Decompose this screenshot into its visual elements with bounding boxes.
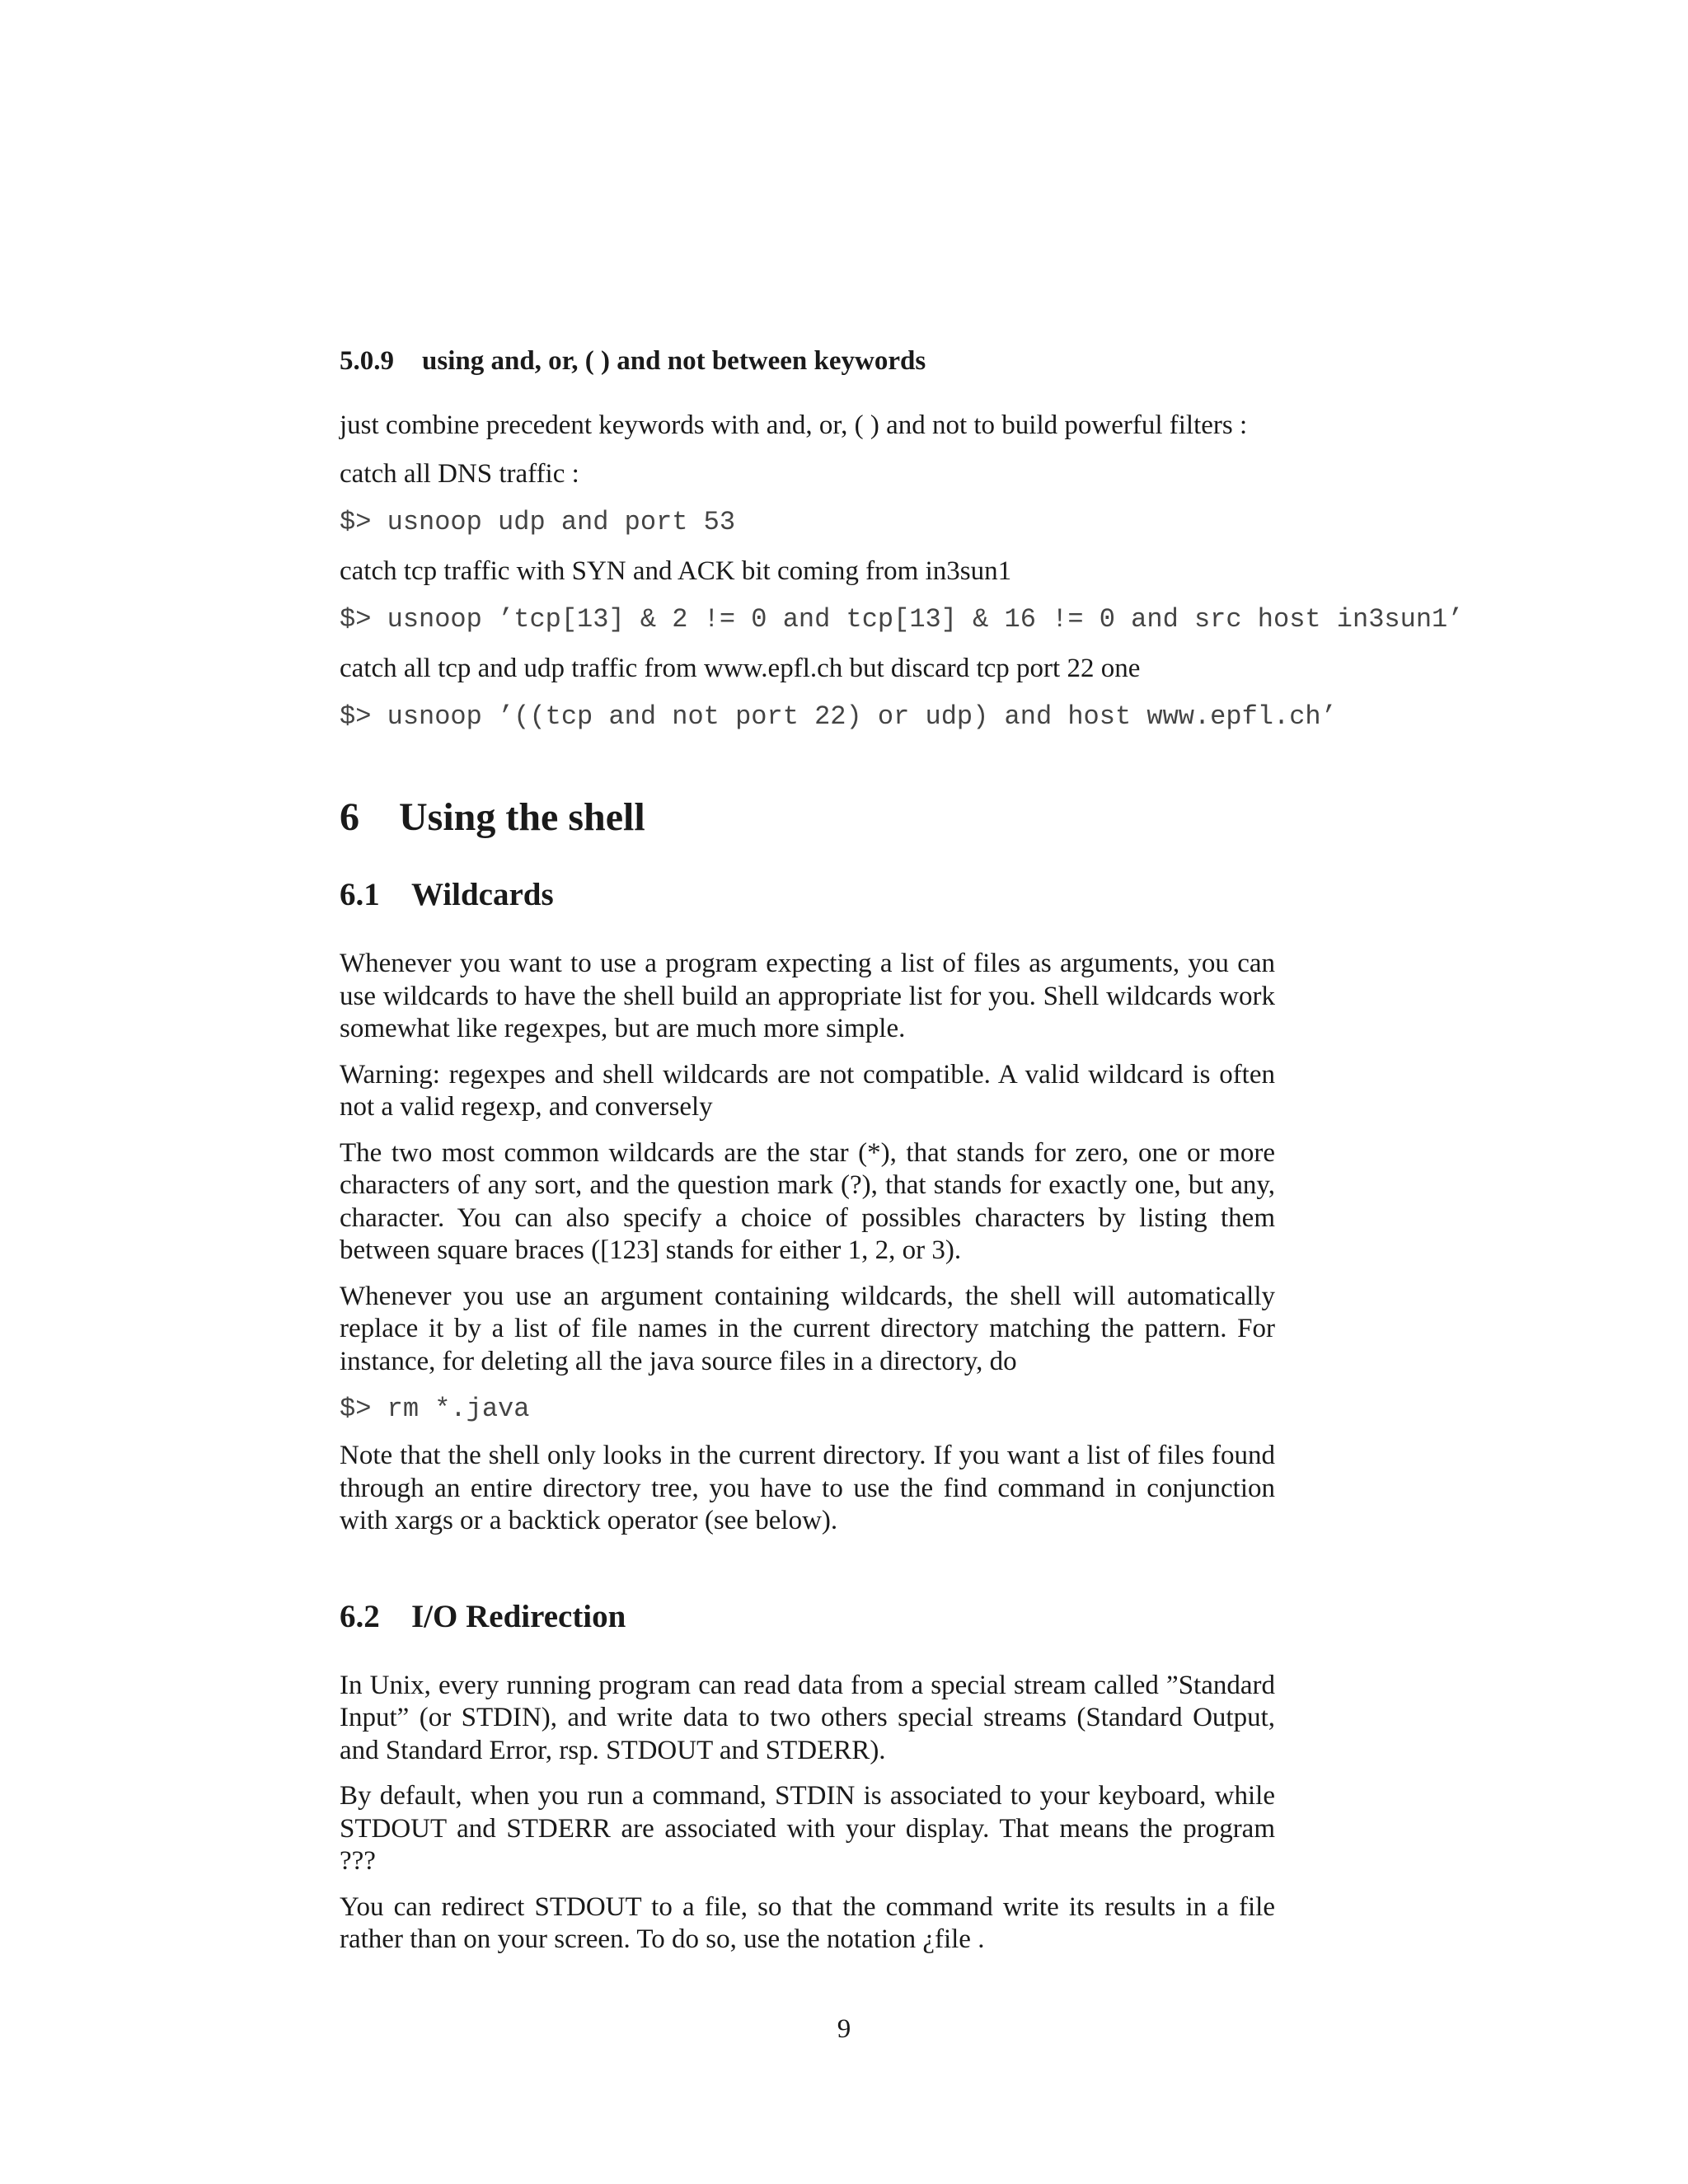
code-line: $> usnoop ’tcp[13] & 2 != 0 and tcp[13] & 16 != 0 and src host in3sun1’ bbox=[340, 604, 1464, 635]
page-number: 9 bbox=[837, 2014, 851, 2044]
heading-number: 6 bbox=[340, 795, 359, 839]
code-line: $> usnoop udp and port 53 bbox=[340, 507, 736, 537]
paragraph: You can redirect STDOUT to a file, so that the command write its results in a file rather than on your screen. To do so, use the notation ¿file . bbox=[340, 1891, 1275, 1954]
paragraph: catch all DNS traffic : bbox=[340, 459, 579, 489]
heading-number: 6.1 bbox=[340, 877, 380, 912]
paragraph: just combine precedent keywords with and, or, ( ) and not to build powerful filters : bbox=[340, 410, 1248, 440]
subsection-heading-6-2 bbox=[340, 1596, 1411, 1638]
paragraph: In Unix, every running program can read data from a special stream called ”Standard Input” (or STDIN), and write data to two others special streams (Standard Output, and Standard Error, rsp. STDOUT and STDERR). bbox=[340, 1670, 1275, 1765]
code-line: $> rm *.java bbox=[340, 1394, 530, 1424]
paragraph: catch tcp traffic with SYN and ACK bit coming from in3sun1 bbox=[340, 556, 1012, 586]
subsection-heading-6-1 bbox=[340, 874, 1411, 916]
paragraph: Whenever you want to use a program expecting a list of files as arguments, you can use wildcards to have the shell build an appropriate list for you. Shell wildcards work somewhat like regexpes, but are much more simple. bbox=[340, 949, 1275, 1043]
paragraph: Warning: regexpes and shell wildcards are not compatible. A valid wildcard is often not a valid regexp, and conversely bbox=[340, 1059, 1275, 1122]
heading-number: 6.2 bbox=[340, 1598, 380, 1634]
paragraph: catch all tcp and udp traffic from www.epfl.ch but discard tcp port 22 one bbox=[340, 654, 1141, 683]
paragraph: Whenever you use an argument containing wildcards, the shell will automatically replace it by a list of file names in the current directory matching the pattern. For instance, for deleting all the java source files in a directory, do bbox=[340, 1281, 1275, 1376]
heading-number: 5.0.9 bbox=[340, 346, 394, 376]
code-line: $> usnoop ’((tcp and not port 22) or udp) and host www.epfl.ch’ bbox=[340, 701, 1337, 732]
document-page bbox=[340, 343, 1464, 1970]
paragraph: By default, when you run a command, STDIN is associated to your keyboard, while STDOUT and STDERR are associated with your display. That means the program ??? bbox=[340, 1781, 1275, 1876]
paragraph: The two most common wildcards are the star (*), that stands for zero, one or more characters of any sort, and the question mark (?), that stands for exactly one, but any, character. You can also specify a choice of possibles characters by listing them between square braces ([123] stands for either 1, 2, or 3). bbox=[340, 1137, 1275, 1265]
section-heading-6 bbox=[340, 793, 1411, 842]
heading-title: Using the shell bbox=[399, 795, 645, 839]
heading-title: Wildcards bbox=[411, 877, 554, 912]
subsubsection-heading-5-0-9 bbox=[340, 343, 1411, 379]
heading-title: I/O Redirection bbox=[411, 1598, 626, 1634]
heading-title: using and, or, ( ) and not between keywords bbox=[422, 346, 926, 376]
paragraph: Note that the shell only looks in the current directory. If you want a list of files found through an entire directory tree, you have to use the find command in conjunction with xargs or a backtick operator (see below). bbox=[340, 1441, 1275, 1535]
